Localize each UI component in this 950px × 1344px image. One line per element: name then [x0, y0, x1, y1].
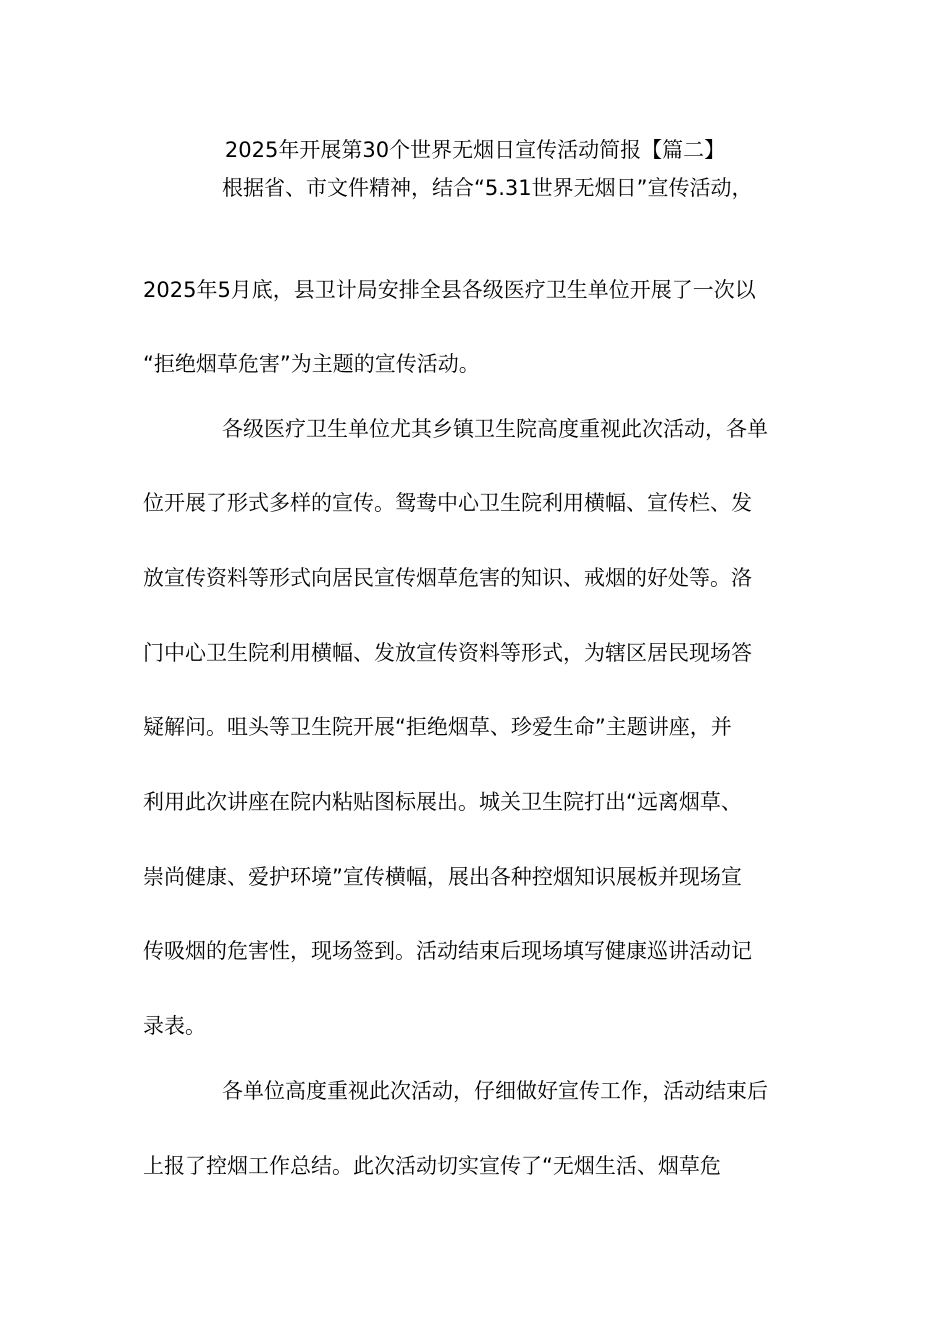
paragraph-line-13: 各单位高度重视此次活动，仔细做好宣传工作，活动结束后 — [222, 1079, 768, 1103]
paragraph-line-12: 录表。 — [143, 1014, 206, 1038]
paragraph-line-1: 根据省、市文件精神，结合“5.31世界无烟日”宣传活动， — [222, 176, 753, 200]
paragraph-line-2: 2025年5月底，县卫计局安排全县各级医疗卫生单位开展了一次以 — [143, 278, 756, 302]
paragraph-line-10: 崇尚健康、爱护环境”宣传横幅，展出各种控烟知识展板并现场宣 — [143, 865, 742, 889]
paragraph-line-8: 疑解问。咀头等卫生院开展“拒绝烟草、珍爱生命”主题讲座，并 — [143, 715, 732, 739]
paragraph-line-4: 各级医疗卫生单位尤其乡镇卫生院高度重视此次活动，各单 — [222, 417, 768, 441]
paragraph-line-3: “拒绝烟草危害”为主题的宣传活动。 — [143, 352, 480, 376]
paragraph-line-11: 传吸烟的危害性，现场签到。活动结束后现场填写健康巡讲活动记 — [143, 939, 752, 963]
paragraph-line-7: 门中心卫生院利用横幅、发放宣传资料等形式，为辖区居民现场答 — [143, 641, 752, 665]
paragraph-line-5: 位开展了形式多样的宣传。鸳鸯中心卫生院利用横幅、宣传栏、发 — [143, 491, 752, 515]
document-title: 2025年开展第30个世界无烟日宣传活动简报【篇二】 — [224, 138, 726, 162]
paragraph-line-9: 利用此次讲座在院内粘贴图标展出。城关卫生院打出“远离烟草、 — [143, 790, 742, 814]
paragraph-line-6: 放宣传资料等形式向居民宣传烟草危害的知识、戒烟的好处等。洛 — [143, 566, 752, 590]
paragraph-line-14: 上报了控烟工作总结。此次活动切实宣传了“无烟生活、烟草危 — [143, 1154, 721, 1178]
